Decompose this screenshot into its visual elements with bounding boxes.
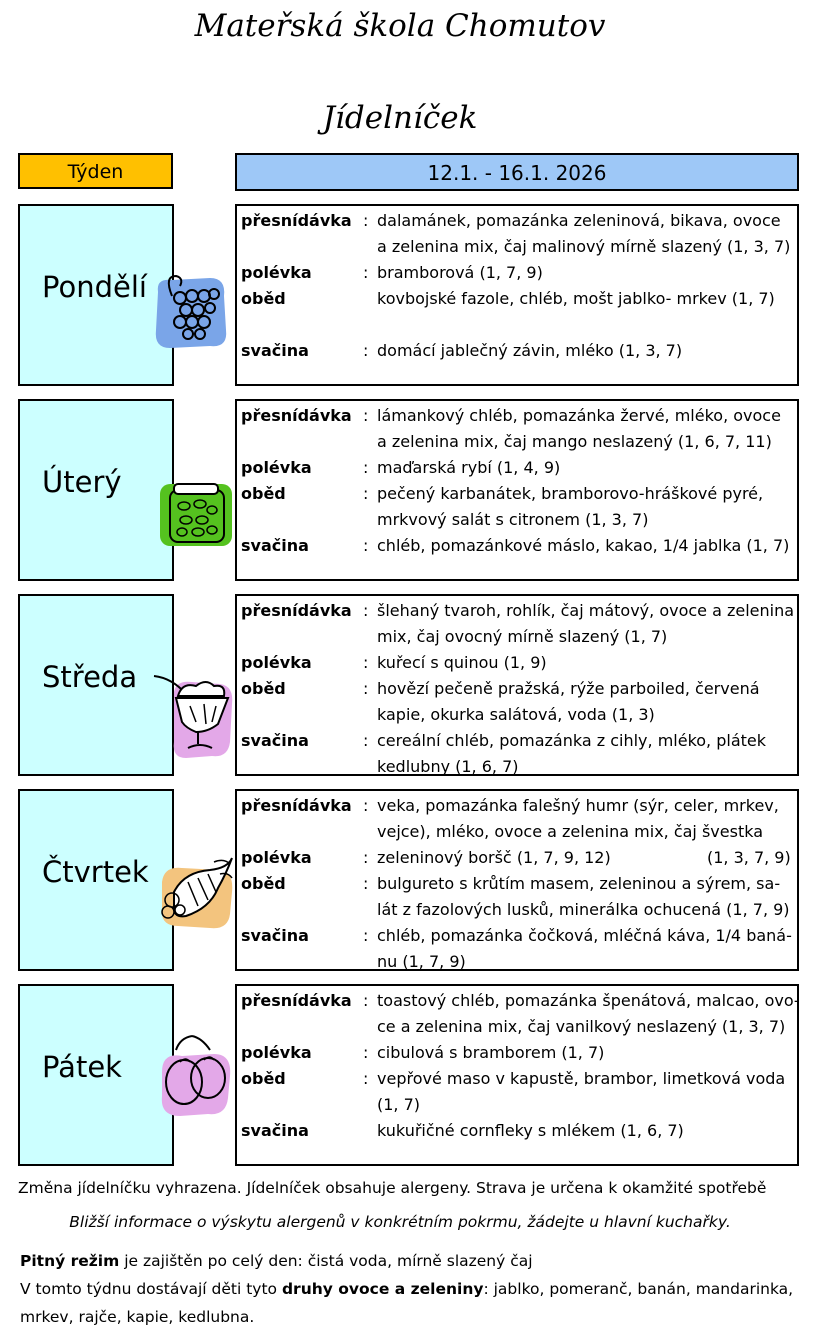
menu-row: [237, 260, 797, 286]
menu-row: [237, 1040, 797, 1066]
meal-label: přesnídávka: [241, 211, 352, 230]
meal-label: oběd: [241, 874, 286, 893]
meal-text: zeleninový boršč (1, 7, 9, 12): [377, 848, 611, 867]
menu-row: [237, 793, 797, 819]
day-box-friday: [18, 984, 174, 1166]
school-title: Mateřská škola Chomutov: [194, 8, 606, 44]
meal-label: oběd: [241, 484, 286, 503]
menu-row: [237, 676, 797, 702]
meal-colon: :: [363, 406, 369, 425]
meal-label: svačina: [241, 926, 309, 945]
menu-row: [237, 702, 797, 728]
day-name: Čtvrtek: [42, 855, 149, 889]
menu-row: [237, 624, 797, 650]
meal-colon: :: [363, 848, 369, 867]
meal-label: polévka: [241, 653, 312, 672]
meal-text: kapie, okurka salátová, voda (1, 3): [377, 705, 655, 724]
meal-text: kuřecí s quinou (1, 9): [377, 653, 547, 672]
menu-title: Jídelníček: [322, 100, 478, 136]
menu-row: [237, 598, 797, 624]
menu-row: [237, 949, 797, 975]
menu-row: [237, 507, 797, 533]
dessert-cup-icon: [152, 672, 236, 762]
meal-text: lát z fazolových lusků, minerálka ochucená (1, 7, 9): [377, 900, 790, 919]
menu-box-friday: [235, 984, 799, 1166]
meal-text: hovězí pečeně pražská, rýže parboiled, červená: [377, 679, 760, 698]
day-name: Úterý: [42, 465, 122, 499]
meal-colon: :: [363, 1043, 369, 1062]
menu-row: [237, 754, 797, 780]
meal-text: a zelenina mix, čaj mango neslazený (1, 6, 7, 11): [377, 432, 772, 451]
menu-row: [237, 871, 797, 897]
meal-colon: :: [363, 341, 369, 360]
meal-colon: :: [363, 1069, 369, 1088]
meal-label: svačina: [241, 731, 309, 750]
meal-colon: :: [363, 601, 369, 620]
meal-colon: :: [363, 796, 369, 815]
menu-row: [237, 897, 797, 923]
menu-box-wednesday: [235, 594, 799, 776]
meal-label: přesnídávka: [241, 991, 352, 1010]
meal-text: maďarská rybí (1, 4, 9): [377, 458, 561, 477]
meal-label: svačina: [241, 1121, 309, 1140]
meal-text: dalamánek, pomazánka zeleninová, bikava, ovoce: [377, 211, 781, 230]
meal-colon: :: [363, 731, 369, 750]
meal-text: domácí jablečný závin, mléko (1, 3, 7): [377, 341, 683, 360]
meal-text: chléb, pomazánka čočková, mléčná káva, 1/4 baná-: [377, 926, 792, 945]
menu-row: [237, 338, 797, 364]
meal-label: svačina: [241, 536, 309, 555]
menu-row: [237, 819, 797, 845]
fruit-note: [20, 1280, 834, 1298]
drink-note: [20, 1252, 834, 1270]
menu-row: [237, 923, 797, 949]
meal-label: oběd: [241, 679, 286, 698]
week-label: Týden: [18, 153, 173, 189]
menu-row: [237, 429, 797, 455]
meal-text: pečený karbanátek, bramborovo-hráškové pyré,: [377, 484, 764, 503]
fruit-text: : jablko, pomeranč, banán, mandarinka,: [483, 1280, 794, 1298]
apples-icon: [152, 1032, 236, 1118]
meal-text: ce a zelenina mix, čaj vanilkový neslazený (1, 3, 7): [377, 1017, 786, 1036]
meal-colon: :: [363, 926, 369, 945]
meal-colon: :: [363, 536, 369, 555]
meal-label: oběd: [241, 1069, 286, 1088]
meal-text: chléb, pomazánkové máslo, kakao, 1/4 jablka (1, 7): [377, 536, 790, 555]
meal-colon: :: [363, 679, 369, 698]
menu-row: [237, 208, 797, 234]
menu-row: [237, 312, 797, 338]
meal-text: bulgureto s krůtím masem, zeleninou a sýrem, sa-: [377, 874, 781, 893]
menu-row: [237, 533, 797, 559]
meal-label: polévka: [241, 458, 312, 477]
meal-text: cereální chléb, pomazánka z cihly, mléko, plátek: [377, 731, 767, 750]
meal-colon: :: [363, 484, 369, 503]
meal-colon: :: [363, 211, 369, 230]
menu-row: [237, 845, 797, 871]
meal-text: vejce), mléko, ovoce a zelenina mix, čaj švestka: [377, 822, 764, 841]
meal-label: přesnídávka: [241, 796, 352, 815]
drink-text: je zajištěn po celý den: čistá voda, mírně slazený čaj: [119, 1252, 533, 1270]
meal-text: kovbojské fazole, chléb, mošt jablko- mrkev (1, 7): [377, 289, 775, 308]
meal-text: kukuřičné cornfleky s mlékem (1, 6, 7): [377, 1121, 684, 1140]
meal-text: nu (1, 7, 9): [377, 952, 466, 971]
meal-text: kedlubny (1, 6, 7): [377, 757, 519, 776]
meal-text: vepřové maso v kapustě, brambor, limetková voda: [377, 1069, 786, 1088]
drink-label: Pitný režim: [20, 1252, 120, 1270]
day-name: Středa: [42, 660, 138, 694]
jar-icon: [156, 478, 236, 550]
menu-row: [237, 1092, 797, 1118]
menu-row: [237, 286, 797, 312]
fruit-prefix: V tomto týdnu dostávají děti tyto: [20, 1280, 282, 1298]
meal-text: a zelenina mix, čaj malinový mírně slazený (1, 3, 7): [377, 237, 791, 256]
meal-colon: :: [363, 458, 369, 477]
meal-colon: :: [363, 874, 369, 893]
meal-label: přesnídávka: [241, 601, 352, 620]
menu-box-monday: [235, 204, 799, 386]
meal-text: (1, 7): [377, 1095, 421, 1114]
menu-row: [237, 481, 797, 507]
menu-box-tuesday: [235, 399, 799, 581]
meal-colon: :: [363, 263, 369, 282]
grapes-icon: [150, 270, 232, 352]
menu-row: [237, 728, 797, 754]
meal-colon: :: [363, 653, 369, 672]
menu-row: [237, 1014, 797, 1040]
menu-row: [237, 650, 797, 676]
day-name: Pondělí: [42, 270, 147, 304]
meal-text: cibulová s bramborem (1, 7): [377, 1043, 605, 1062]
menu-row: [237, 988, 800, 1014]
meal-label: svačina: [241, 341, 309, 360]
menu-row: [237, 403, 797, 429]
meal-text: toastový chléb, pomazánka špenátová, malcao, ovo-: [377, 991, 800, 1010]
cornucopia-icon: [154, 852, 238, 932]
menu-row: [237, 455, 797, 481]
meal-extra: (1, 3, 7, 9): [707, 848, 791, 867]
change-note: Změna jídelníčku vyhrazena. Jídelníček obsahuje alergeny. Strava je určena k okamžité spotřebě: [18, 1179, 767, 1197]
week-dates: 12.1. - 16.1. 2026: [235, 153, 799, 191]
menu-row: [237, 234, 797, 260]
meal-label: oběd: [241, 289, 286, 308]
fruit-note-continued: mrkev, rajče, kapie, kedlubna.: [20, 1308, 255, 1326]
fruit-label: druhy ovoce a zeleniny: [281, 1280, 484, 1298]
menu-row: [237, 1118, 797, 1144]
meal-label: polévka: [241, 1043, 312, 1062]
meal-text: mrkvový salát s citronem (1, 3, 7): [377, 510, 649, 529]
meal-text: mix, čaj ovocný mírně slazený (1, 7): [377, 627, 668, 646]
allergen-note: Bližší informace o výskytu alergenů v konkrétním pokrmu, žádejte u hlavní kuchařky.: [69, 1213, 731, 1231]
day-name: Pátek: [42, 1050, 122, 1084]
day-box-thursday: [18, 789, 174, 971]
day-box-tuesday: [18, 399, 174, 581]
meal-text: lámankový chléb, pomazánka žervé, mléko, ovoce: [377, 406, 781, 425]
meal-label: polévka: [241, 263, 312, 282]
day-box-wednesday: [18, 594, 174, 776]
meal-text: šlehaný tvaroh, rohlík, čaj mátový, ovoce a zelenina: [377, 601, 795, 620]
meal-colon: :: [363, 991, 369, 1010]
meal-text: bramborová (1, 7, 9): [377, 263, 543, 282]
meal-label: přesnídávka: [241, 406, 352, 425]
menu-box-thursday: [235, 789, 799, 971]
menu-row: [237, 1066, 797, 1092]
meal-text: veka, pomazánka falešný humr (sýr, celer, mrkev,: [377, 796, 779, 815]
meal-label: polévka: [241, 848, 312, 867]
